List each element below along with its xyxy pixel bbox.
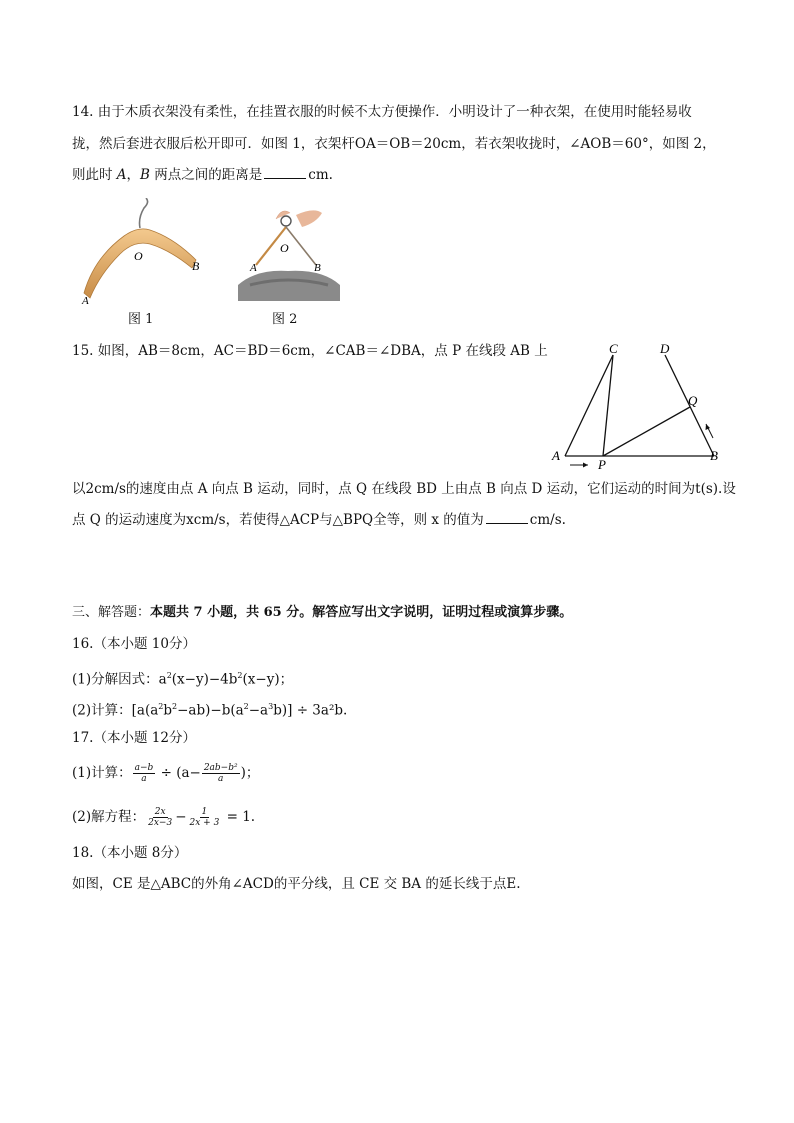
fig15-label-p: P — [598, 457, 606, 472]
q16-part1: (1)分解因式：$a^2(x-y)-4b^2(x-y)$； — [72, 671, 294, 688]
q16-title: 16.（本小题 10分） — [72, 636, 196, 652]
answer-blank[interactable] — [486, 511, 528, 524]
q14-line3: 则此时 A，B 两点之间的距离是 cm. — [72, 167, 333, 183]
fig2-label-o: O — [280, 241, 289, 255]
fig15-label-q: Q — [688, 393, 698, 408]
fig15-label-b: B — [710, 448, 718, 463]
fig15-label-c: C — [609, 341, 618, 356]
section-three-heading: 三、解答题：本题共 7 小题，共 65 分。解答应写出文字说明，证明过程或演算步骤。 — [72, 605, 573, 620]
q15-line3: 点 Q 的运动速度为xcm/s，若使得△ACP与△BPQ全等，则 x 的值为 cm/s. — [72, 512, 566, 528]
answer-blank[interactable] — [264, 166, 306, 179]
q16-part2: (2)计算：$[a(a^2b^2-ab)-b(a^2-a^3b)] \div 3a^2b$. — [72, 702, 348, 719]
q17-part2: (2)解方程： $\frac{2x}{2x-3}$ − $\frac{1}{2x + 3}$ = 1. — [72, 807, 256, 828]
q14-line1: 14. 由于木质衣架没有柔性，在挂置衣服的时候不太方便操作．小明设计了一种衣架，在使用时能轻易收 — [72, 104, 692, 120]
q17-title: 17.（本小题 12分） — [72, 730, 196, 746]
hanger-figure-2 — [236, 205, 344, 305]
fig2-label-b: B — [314, 262, 321, 274]
fraction: $\frac{\text{2ab−b²}}{a}$ — [203, 763, 238, 784]
fig15-label-a: A — [552, 448, 560, 463]
hanger-figure-1 — [74, 198, 214, 306]
q15-line1: 15. 如图，AB＝8cm，AC＝BD＝6cm，∠CAB＝∠DBA，点 P 在线段 AB 上 — [72, 343, 548, 359]
fig15-label-d: D — [660, 341, 670, 356]
q14-line2: 拢，然后套进衣服后松开即可．如图 1，衣架杆OA＝OB＝20cm，若衣架收拢时，∠AOB＝60°，如图 2， — [72, 136, 716, 152]
q17-part1: (1)计算： $\frac{a-b}{a}$ ÷ (a− $\frac{\text{2ab−b²}}{a}$ )； — [72, 763, 260, 784]
fraction: $\frac{2x}{2x-3}$ — [148, 807, 173, 828]
q15-line2: 以2cm/s的速度由点 A 向点 B 运动，同时，点 Q 在线段 BD 上由点 B 向点 D 运动，它们运动的时间为t(s).设 — [72, 481, 736, 497]
q18-title: 18.（本小题 8分） — [72, 845, 188, 861]
fig1-caption: 图 1 — [128, 312, 154, 327]
fig1-label-b: B — [192, 259, 200, 273]
triangles-figure — [550, 338, 726, 472]
fraction: $\frac{1}{2x + 3}$ — [189, 807, 220, 828]
q18-text: 如图，CE 是△ABC的外角∠ACD的平分线，且 CE 交 BA 的延长线于点E. — [72, 876, 521, 892]
fig2-caption: 图 2 — [272, 312, 298, 327]
fig1-label-a: A — [82, 295, 89, 306]
fraction: $\frac{a-b}{a}$ — [134, 763, 154, 784]
fig2-label-a: A — [250, 262, 257, 274]
fig1-label-o: O — [134, 249, 143, 263]
